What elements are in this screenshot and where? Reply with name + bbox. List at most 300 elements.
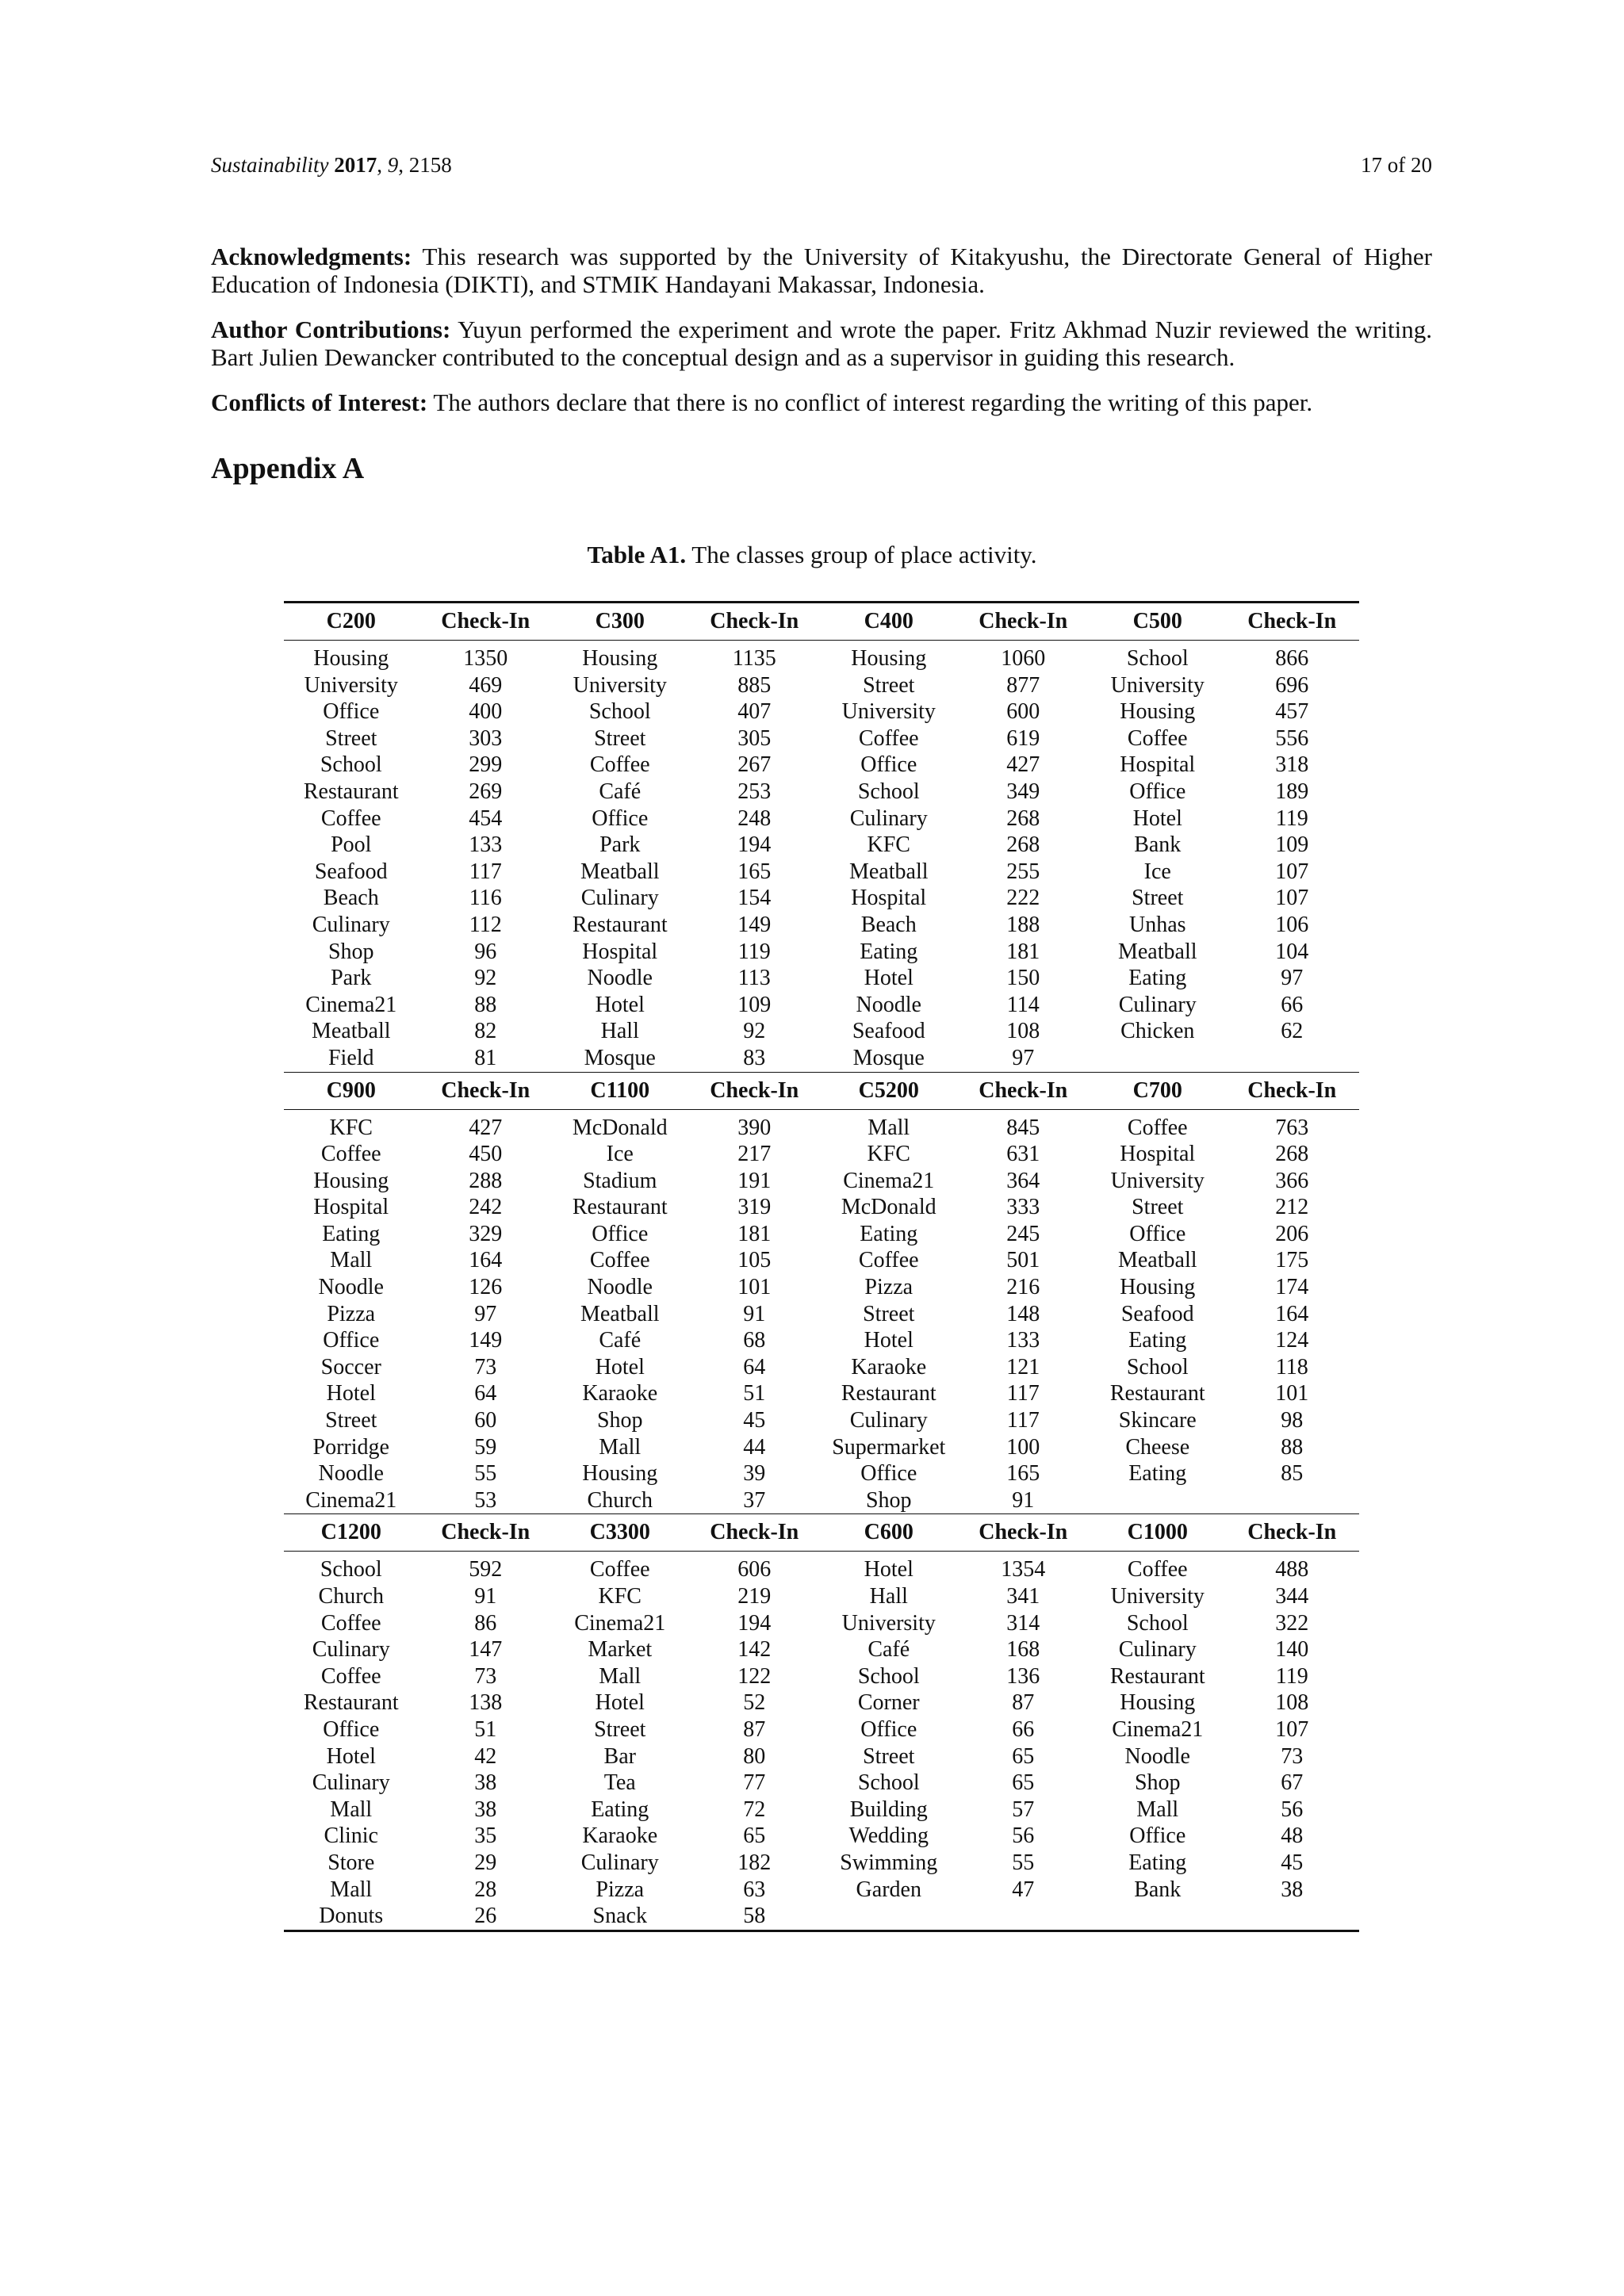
place-category-cell: Hospital <box>313 1195 389 1220</box>
check-in-count-cell: 45 <box>1281 1850 1304 1875</box>
place-category-cell: Culinary <box>1118 1637 1197 1663</box>
place-category-cell: Meatball <box>580 859 660 884</box>
check-in-count-cell: 165 <box>737 859 772 884</box>
check-in-count-cell: 268 <box>1006 832 1040 858</box>
place-category-cell: School <box>588 699 651 725</box>
table-row <box>284 1247 1359 1274</box>
check-in-count-cell: 107 <box>1275 886 1309 911</box>
place-category-cell: Eating <box>322 1221 381 1246</box>
place-category-cell: Hotel <box>326 1743 376 1769</box>
check-in-count-cell: 138 <box>469 1690 503 1716</box>
check-in-count-cell: 51 <box>474 1716 497 1742</box>
place-category-cell: School <box>320 752 382 778</box>
place-category-cell: Building <box>849 1797 928 1822</box>
table-row <box>284 1850 1359 1877</box>
place-category-cell: Office <box>1129 779 1186 804</box>
check-in-count-cell: 136 <box>1006 1663 1040 1689</box>
place-category-cell: Hotel <box>326 1381 376 1406</box>
check-in-count-cell: 35 <box>474 1823 497 1849</box>
place-category-cell: Mosque <box>852 1045 925 1070</box>
place-category-cell: Market <box>588 1637 653 1663</box>
place-category-cell: School <box>857 779 920 804</box>
place-category-cell: Mall <box>868 1115 910 1140</box>
check-in-count-cell: 154 <box>737 886 772 911</box>
check-in-count-cell: 150 <box>1006 966 1040 991</box>
check-in-count-cell: 216 <box>1006 1275 1040 1300</box>
place-category-cell: Pizza <box>596 1877 645 1902</box>
table-row <box>284 885 1359 912</box>
table-header-cell: C1100 <box>553 1072 688 1109</box>
place-category-cell: Supermarket <box>832 1434 946 1460</box>
check-in-count-cell: 88 <box>474 992 497 1017</box>
place-category-cell: Housing <box>582 1461 658 1487</box>
check-in-count-cell: 101 <box>1275 1381 1309 1406</box>
check-in-count-cell: 83 <box>743 1045 766 1070</box>
table-body <box>284 603 1359 1931</box>
place-category-cell: Meatball <box>1117 1248 1197 1273</box>
check-in-count-cell: 64 <box>743 1354 766 1380</box>
table-row <box>284 1823 1359 1850</box>
place-category-cell: Eating <box>860 939 918 964</box>
check-in-count-cell: 631 <box>1006 1142 1040 1167</box>
table-header-cell: C900 <box>284 1072 419 1109</box>
check-in-count-cell <box>1225 1487 1360 1514</box>
table-header-cell: C200 <box>284 603 419 641</box>
place-category-cell: Noodle <box>318 1275 384 1300</box>
table-caption <box>0 539 1624 571</box>
check-in-count-cell: 255 <box>1006 859 1040 884</box>
place-category-cell: Culinary <box>580 886 659 911</box>
check-in-count-cell: 122 <box>737 1663 772 1689</box>
check-in-count-cell: 165 <box>1006 1461 1040 1487</box>
place-category-cell: Shop <box>327 939 374 964</box>
place-category-cell: Ice <box>606 1142 634 1167</box>
table-row <box>284 1221 1359 1248</box>
table-row <box>284 1610 1359 1637</box>
table-header-cell: Check-In <box>419 1514 553 1552</box>
place-category-cell: Noodle <box>856 992 921 1017</box>
place-category-cell: Hospital <box>1120 752 1196 778</box>
place-category-cell: Cinema21 <box>305 992 397 1017</box>
acknowledgments-label: Acknowledgments: <box>211 243 412 270</box>
place-category-cell: Mall <box>330 1877 373 1902</box>
table-row <box>284 1460 1359 1487</box>
table-header-cell: Check-In <box>956 1072 1091 1109</box>
check-in-count-cell: 182 <box>737 1850 772 1875</box>
check-in-count-cell: 305 <box>737 725 772 751</box>
place-category-cell: Hotel <box>864 1557 914 1582</box>
check-in-count-cell: 168 <box>1006 1637 1040 1663</box>
place-category-cell: Housing <box>1120 699 1196 725</box>
contributions-text: Yuyun performed the experiment and wrote the paper. Fritz Akhmad Nuzir reviewed the writing. Bart Julien Dewancker contributed to the conceptual design and as a supervisor in guiding this research. <box>211 316 1432 371</box>
table-row <box>284 1141 1359 1168</box>
table-row <box>284 806 1359 832</box>
check-in-count-cell: 140 <box>1275 1637 1309 1663</box>
place-category-cell: Corner <box>857 1690 920 1716</box>
place-category-cell: Mall <box>1136 1797 1179 1822</box>
check-in-count-cell: 45 <box>743 1408 766 1433</box>
check-in-count-cell: 1350 <box>463 646 508 671</box>
journal-name: Sustainability <box>211 153 329 177</box>
place-category-cell: Beach <box>323 886 379 911</box>
table-caption-text: The classes group of place activity. <box>686 541 1037 568</box>
check-in-count-cell: 38 <box>474 1797 497 1822</box>
place-category-cell <box>822 1903 956 1931</box>
place-category-cell: Office <box>860 752 917 778</box>
place-category-cell: Noodle <box>1124 1743 1190 1769</box>
check-in-count-cell: 469 <box>469 672 503 698</box>
place-category-cell: Hotel <box>864 1328 914 1353</box>
place-category-cell: Mall <box>330 1797 373 1822</box>
place-category-cell <box>1090 1487 1225 1514</box>
check-in-count-cell: 67 <box>1281 1770 1304 1796</box>
check-in-count-cell <box>956 1903 1091 1931</box>
check-in-count-cell: 319 <box>737 1195 772 1220</box>
check-in-count-cell: 390 <box>737 1115 772 1140</box>
table-row <box>284 1716 1359 1743</box>
place-category-cell: Coffee <box>589 752 650 778</box>
place-category-cell: Housing <box>1120 1275 1196 1300</box>
place-category-cell: Cinema21 <box>305 1487 397 1513</box>
place-category-cell: Restaurant <box>303 1690 399 1716</box>
place-category-cell: Hospital <box>851 886 927 911</box>
place-category-cell: Street <box>594 725 646 751</box>
place-category-cell: Housing <box>313 1168 389 1193</box>
table-header-cell: Check-In <box>956 1514 1091 1552</box>
table-row <box>284 1407 1359 1434</box>
check-in-count-cell: 91 <box>474 1584 497 1609</box>
place-category-cell: Restaurant <box>841 1381 936 1406</box>
check-in-count-cell: 98 <box>1281 1408 1304 1433</box>
table-row <box>284 1903 1359 1931</box>
check-in-count-cell: 121 <box>1006 1354 1040 1380</box>
table-header-cell: C400 <box>822 603 956 641</box>
place-category-cell: Bar <box>603 1743 636 1769</box>
place-category-cell: Culinary <box>312 912 390 937</box>
place-category-cell: Coffee <box>589 1248 650 1273</box>
place-category-cell: Garden <box>856 1877 921 1902</box>
table-row <box>284 1018 1359 1045</box>
place-category-cell: Office <box>1129 1823 1186 1849</box>
place-category-cell: Restaurant <box>1109 1381 1205 1406</box>
place-category-cell: KFC <box>867 832 910 858</box>
table-header-row <box>284 1072 1359 1109</box>
check-in-count-cell: 80 <box>743 1743 766 1769</box>
table-row <box>284 1354 1359 1381</box>
check-in-count-cell: 114 <box>1006 992 1040 1017</box>
check-in-count-cell: 194 <box>737 1610 772 1636</box>
check-in-count-cell: 1135 <box>732 646 776 671</box>
place-category-cell: Office <box>592 806 649 831</box>
place-category-cell: Housing <box>582 646 658 671</box>
journal-citation: Sustainability 2017, 9, 2158 <box>211 153 452 177</box>
check-in-count-cell: 100 <box>1006 1434 1040 1460</box>
check-in-count-cell <box>1225 1045 1360 1072</box>
check-in-count-cell <box>1225 1903 1360 1931</box>
check-in-count-cell: 57 <box>1012 1797 1035 1822</box>
place-category-cell: McDonald <box>572 1115 668 1140</box>
place-category-cell: Pizza <box>864 1275 914 1300</box>
place-category-cell: Housing <box>313 646 389 671</box>
place-category-cell: KFC <box>329 1115 373 1140</box>
place-category-cell: Office <box>860 1461 917 1487</box>
table-header-cell: Check-In <box>419 1072 553 1109</box>
check-in-count-cell: 42 <box>474 1743 497 1769</box>
check-in-count-cell: 217 <box>737 1142 772 1167</box>
check-in-count-cell: 112 <box>469 912 502 937</box>
place-category-cell: Hospital <box>1120 1142 1196 1167</box>
table-row <box>284 1797 1359 1823</box>
place-category-cell: Eating <box>860 1221 918 1246</box>
place-category-cell: Karaoke <box>582 1381 658 1406</box>
check-in-count-cell: 48 <box>1281 1823 1304 1849</box>
check-in-count-cell: 26 <box>419 1903 553 1931</box>
place-category-cell: Karaoke <box>582 1823 658 1849</box>
place-category-cell: Soccer <box>320 1354 381 1380</box>
table-header-cell: Check-In <box>688 603 822 641</box>
check-in-count-cell: 189 <box>1275 779 1309 804</box>
table-header-cell: Check-In <box>1225 1072 1360 1109</box>
place-category-cell: Store <box>327 1850 375 1875</box>
check-in-count-cell: 119 <box>1275 1663 1308 1689</box>
check-in-count-cell: 149 <box>737 912 772 937</box>
check-in-count-cell: 488 <box>1275 1557 1309 1582</box>
check-in-count-cell: 96 <box>474 939 497 964</box>
check-in-count-cell: 85 <box>1281 1461 1304 1487</box>
check-in-count-cell: 126 <box>469 1275 503 1300</box>
place-category-cell: Office <box>323 1328 380 1353</box>
check-in-count-cell: 63 <box>743 1877 766 1902</box>
check-in-count-cell: 299 <box>469 752 503 778</box>
place-category-cell: Restaurant <box>1109 1663 1205 1689</box>
check-in-count-cell: 149 <box>469 1328 503 1353</box>
check-in-count-cell: 364 <box>1006 1168 1040 1193</box>
place-category-cell: School <box>857 1770 920 1796</box>
table-header-cell: C600 <box>822 1514 956 1552</box>
place-category-cell: Street <box>863 1743 915 1769</box>
check-in-count-cell: 329 <box>469 1221 503 1246</box>
check-in-count-cell: 38 <box>474 1770 497 1796</box>
place-category-cell: Coffee <box>320 1663 381 1689</box>
table-row <box>284 1380 1359 1407</box>
check-in-count-cell: 174 <box>1275 1275 1309 1300</box>
place-category-cell: Street <box>1132 886 1184 911</box>
check-in-count-cell: 38 <box>1281 1877 1304 1902</box>
check-in-count-cell: 117 <box>469 859 502 884</box>
place-category-cell: Mosque <box>584 1045 656 1070</box>
place-category-cell: Coffee <box>320 806 381 831</box>
check-in-count-cell: 107 <box>1275 1716 1309 1742</box>
place-category-cell: Eating <box>591 1797 649 1822</box>
check-in-count-cell: 87 <box>1012 1690 1035 1716</box>
table-header-cell: Check-In <box>1225 603 1360 641</box>
check-in-count-cell: 44 <box>743 1434 766 1460</box>
check-in-count-cell: 1354 <box>1001 1557 1046 1582</box>
place-category-cell: Culinary <box>849 806 928 831</box>
table-row <box>284 1301 1359 1328</box>
check-in-count-cell: 52 <box>743 1690 766 1716</box>
place-category-cell: Skincare <box>1118 1408 1197 1433</box>
place-category-cell: Street <box>863 672 915 698</box>
appendix-title: Appendix A <box>211 452 365 485</box>
place-category-cell: Eating <box>1128 1328 1187 1353</box>
place-category-cell: Coffee <box>1127 1557 1188 1582</box>
place-category-cell: Mall <box>599 1663 642 1689</box>
check-in-count-cell: 117 <box>1006 1408 1040 1433</box>
place-category-cell: Culinary <box>312 1637 390 1663</box>
place-category-cell: School <box>320 1557 382 1582</box>
place-category-cell: Culinary <box>1118 992 1197 1017</box>
place-category-cell: Swimming <box>840 1850 938 1875</box>
table-row <box>284 672 1359 699</box>
place-category-cell: Unhas <box>1128 912 1186 937</box>
check-in-count-cell: 66 <box>1012 1716 1035 1742</box>
check-in-count-cell: 845 <box>1006 1115 1040 1140</box>
place-category-cell: Hall <box>869 1584 908 1609</box>
check-in-count-cell: 164 <box>469 1248 503 1273</box>
check-in-count-cell: 73 <box>474 1663 497 1689</box>
check-in-count-cell: 341 <box>1006 1584 1040 1609</box>
table-row <box>284 752 1359 779</box>
place-category-cell: Hotel <box>595 1354 645 1380</box>
place-category-cell: Eating <box>1128 1461 1187 1487</box>
check-in-count-cell: 55 <box>474 1461 497 1487</box>
table-row <box>284 1770 1359 1797</box>
check-in-count-cell: 91 <box>743 1301 766 1326</box>
check-in-count-cell: 124 <box>1275 1328 1309 1353</box>
check-in-count-cell: 91 <box>1012 1487 1035 1513</box>
place-category-cell: Street <box>325 1408 377 1433</box>
place-category-cell: Tea <box>603 1770 636 1796</box>
check-in-count-cell: 454 <box>469 806 503 831</box>
table-caption-label: Table A1. <box>587 541 687 568</box>
table-row <box>284 939 1359 966</box>
check-in-count-cell: 175 <box>1275 1248 1309 1273</box>
table-row <box>284 1556 1359 1583</box>
table-row <box>284 698 1359 725</box>
check-in-count-cell: 349 <box>1006 779 1040 804</box>
place-category-cell: Office <box>592 1221 649 1246</box>
table-row <box>284 1743 1359 1770</box>
check-in-count-cell: 600 <box>1006 699 1040 725</box>
table-row <box>284 1487 1359 1514</box>
place-category-cell: Stadium <box>583 1168 657 1193</box>
check-in-count-cell: 269 <box>469 779 503 804</box>
place-category-cell: Hotel <box>595 1690 645 1716</box>
check-in-count-cell: 65 <box>1012 1743 1035 1769</box>
table-row <box>284 859 1359 886</box>
place-category-cell: Meatball <box>311 1019 391 1044</box>
place-category-cell: Mall <box>599 1434 642 1460</box>
place-category-cell: Street <box>325 725 377 751</box>
place-category-cell: Culinary <box>849 1408 928 1433</box>
conflicts-label: Conflicts of Interest: <box>211 388 428 416</box>
check-in-count-cell: 253 <box>737 779 772 804</box>
check-in-count-cell: 606 <box>737 1557 772 1582</box>
table-row <box>284 1168 1359 1195</box>
check-in-count-cell: 119 <box>737 939 771 964</box>
check-in-count-cell: 73 <box>1281 1743 1304 1769</box>
check-in-count-cell: 97 <box>474 1301 497 1326</box>
table-row <box>284 1194 1359 1221</box>
check-in-count-cell: 191 <box>737 1168 772 1193</box>
check-in-count-cell: 212 <box>1275 1195 1309 1220</box>
check-in-count-cell: 219 <box>737 1584 772 1609</box>
check-in-count-cell: 73 <box>474 1354 497 1380</box>
place-category-cell: Coffee <box>858 725 919 751</box>
place-category-cell: Meatball <box>580 1301 660 1326</box>
check-in-count-cell: 60 <box>474 1408 497 1433</box>
check-in-count-cell: 56 <box>1012 1823 1035 1849</box>
check-in-count-cell: 696 <box>1275 672 1309 698</box>
check-in-count-cell: 92 <box>743 1019 766 1044</box>
check-in-count-cell: 268 <box>1006 806 1040 831</box>
journal-volume: 9 <box>387 153 399 177</box>
place-category-cell: University <box>841 699 936 725</box>
table-row <box>284 1689 1359 1716</box>
check-in-count-cell: 108 <box>1006 1019 1040 1044</box>
place-category-cell: Office <box>1129 1221 1186 1246</box>
place-category-cell: Church <box>587 1487 653 1513</box>
place-category-cell: Culinary <box>580 1850 659 1875</box>
check-in-count-cell: 47 <box>1012 1877 1035 1902</box>
check-in-count-cell: 97 <box>1012 1045 1035 1070</box>
place-category-cell: KFC <box>598 1584 642 1609</box>
check-in-count-cell: 28 <box>474 1877 497 1902</box>
place-category-cell: School <box>1126 646 1189 671</box>
check-in-count-cell: 763 <box>1275 1115 1309 1140</box>
place-category-cell: Café <box>868 1637 910 1663</box>
place-category-cell: University <box>573 672 667 698</box>
check-in-count-cell: 181 <box>737 1221 772 1246</box>
table-row <box>284 832 1359 859</box>
table-row <box>284 965 1359 992</box>
running-header <box>211 151 1432 179</box>
check-in-count-cell: 268 <box>1275 1142 1309 1167</box>
table-row <box>284 725 1359 752</box>
table-header-cell: C300 <box>553 603 688 641</box>
table-header-row <box>284 1514 1359 1552</box>
place-category-cell: Coffee <box>589 1557 650 1582</box>
check-in-count-cell: 65 <box>743 1823 766 1849</box>
table-row <box>284 1434 1359 1461</box>
place-category-cell: Park <box>599 832 641 858</box>
check-in-count-cell: 303 <box>469 725 503 751</box>
check-in-count-cell: 164 <box>1275 1301 1309 1326</box>
place-category-cell: Cinema21 <box>574 1610 666 1636</box>
check-in-count-cell: 56 <box>1281 1797 1304 1822</box>
place-category-cell: McDonald <box>841 1195 936 1220</box>
table-header-cell: Check-In <box>1225 1514 1360 1552</box>
check-in-count-cell: 109 <box>737 992 772 1017</box>
check-in-count-cell: 366 <box>1275 1168 1309 1193</box>
check-in-count-cell: 619 <box>1006 725 1040 751</box>
place-category-cell: University <box>1110 1584 1205 1609</box>
place-category-cell: Office <box>323 699 380 725</box>
check-in-count-cell: 322 <box>1275 1610 1309 1636</box>
check-in-count-cell: 344 <box>1275 1584 1309 1609</box>
place-category-cell: Coffee <box>320 1142 381 1167</box>
table-header-cell: C700 <box>1090 1072 1225 1109</box>
place-category-cell: Café <box>599 1328 642 1353</box>
check-in-count-cell: 59 <box>474 1434 497 1460</box>
check-in-count-cell: 92 <box>474 966 497 991</box>
check-in-count-cell: 245 <box>1006 1221 1040 1246</box>
acknowledgments-paragraph <box>211 243 1432 298</box>
check-in-count-cell: 116 <box>469 886 502 911</box>
place-category-cell: Culinary <box>312 1770 390 1796</box>
check-in-count-cell: 501 <box>1006 1248 1040 1273</box>
